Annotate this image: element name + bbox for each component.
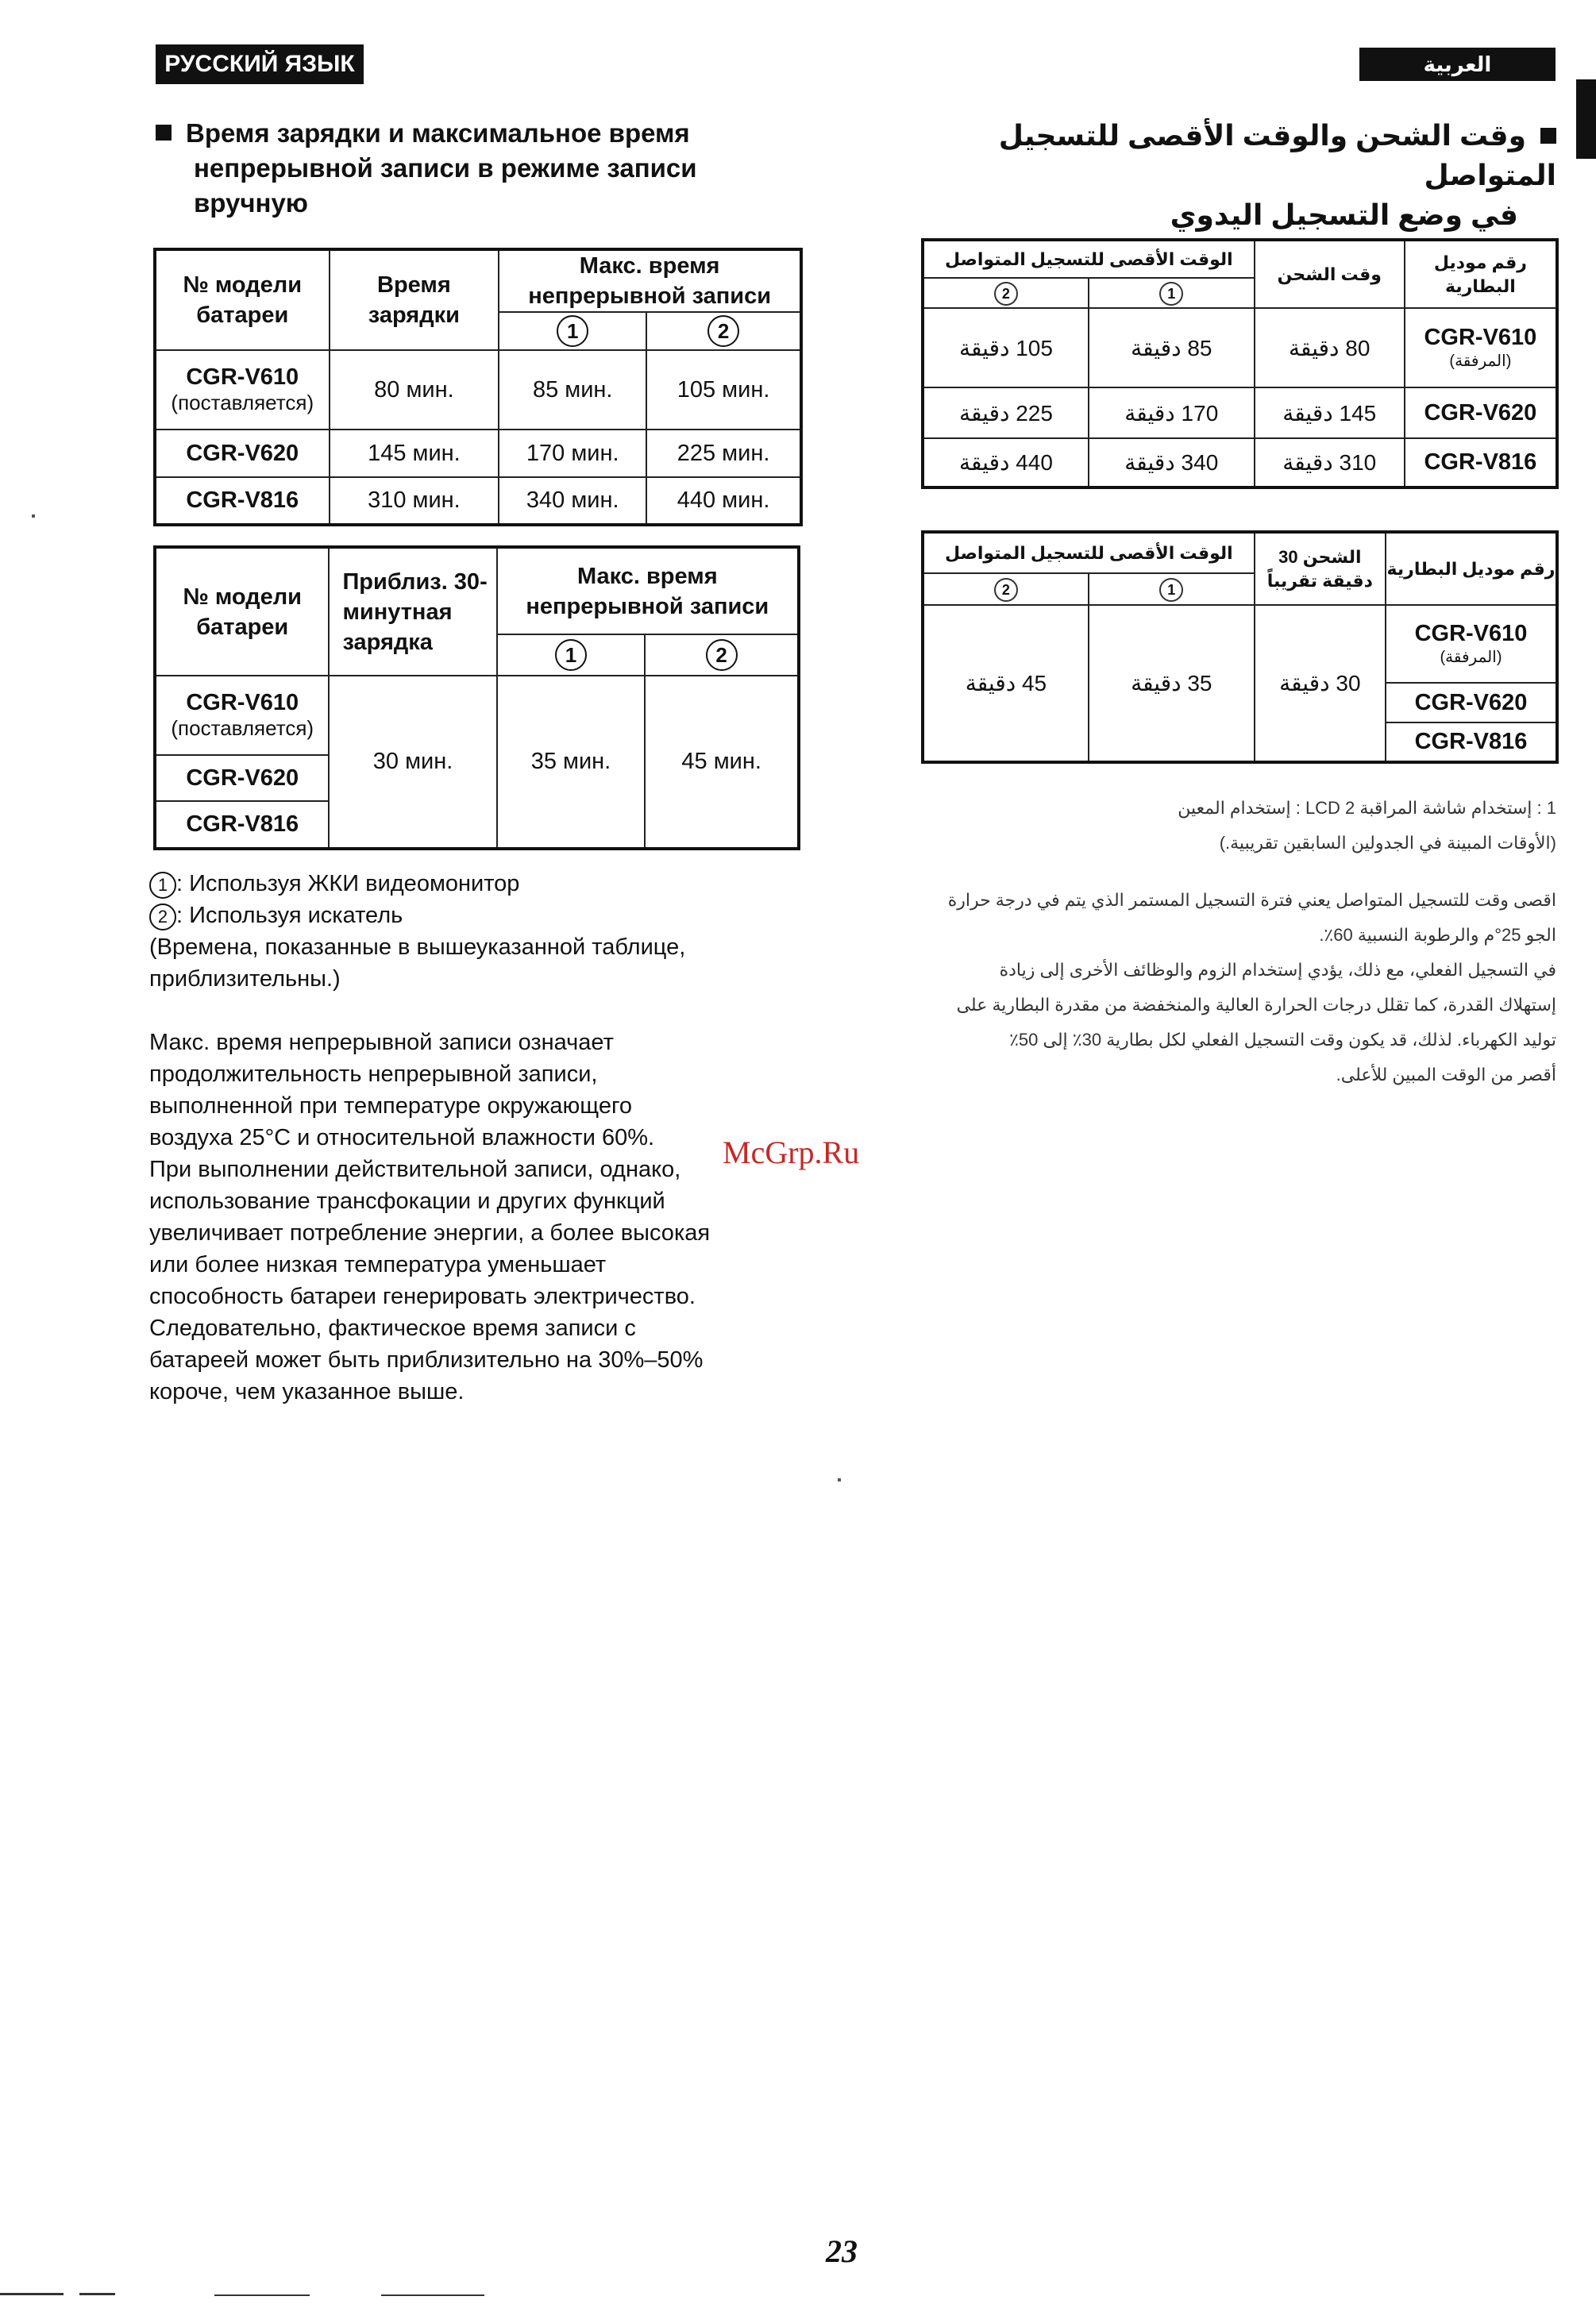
ru-t2-header-max: Макс. время непрерывной записи xyxy=(497,547,799,634)
ru-table-notes: 1 : Используя ЖКИ видеомонитор 2 : Используя искатель (Времена, показанные в вышеуказанной таблице, приблизительны.) xyxy=(149,871,686,992)
table-row: CGR-V620 xyxy=(155,755,799,801)
scan-artifact-line xyxy=(0,2293,64,2295)
ru-section-heading: Время зарядки и максимальное время непрерывной записи в режиме записи вручную xyxy=(156,116,838,221)
scan-artifact-dot xyxy=(838,1478,841,1481)
side-tab-marker xyxy=(1576,79,1596,159)
scan-artifact-line xyxy=(214,2294,310,2296)
ar-30min-table xyxy=(921,530,1559,764)
circled-two-icon: 2 xyxy=(707,315,739,347)
ar-table-notes: 1 : إستخدام شاشة المراقبة LCD 2 : إستخدام المعين (الأوقات المبينة في الجدولين السابقين تقريبية.) xyxy=(1178,798,1556,853)
table-row: 45 دقيقة 35 دقيقة 30 دقيقة CGR-V610 (المرفقة) xyxy=(923,605,1557,683)
ru-t1-header-time: Время зарядки xyxy=(330,249,499,350)
page-number: 23 xyxy=(826,2233,858,2269)
table-row: 225 دقيقة 170 دقيقة 145 دقيقة CGR-V620 xyxy=(923,387,1557,438)
ru-t1-header-viewfinder xyxy=(646,312,801,350)
circled-one-icon: 1 xyxy=(555,639,587,671)
table-row: CGR-V816 xyxy=(155,801,799,849)
ru-t2-header-time: Приблиз. 30-минутная зарядка xyxy=(329,547,496,676)
ar-charging-table xyxy=(921,238,1559,489)
ru-t1-header-lcd xyxy=(499,312,646,350)
table-row: 440 دقيقة 340 دقيقة 310 دقيقة CGR-V816 xyxy=(923,438,1557,487)
circled-two-icon: 2 xyxy=(706,639,738,671)
ar-section-heading: وقت الشحن والوقت الأقصى للتسجيل المتواصل في وضع التسجيل اليدوي xyxy=(998,119,1556,231)
ar-t2-header-time: الشحن 30 دقيقة تقريباً xyxy=(1255,532,1386,605)
circled-one-icon: 1 xyxy=(1159,578,1183,602)
ru-t1-header-model: № модели батареи xyxy=(155,249,330,350)
circled-two-icon: 2 xyxy=(149,903,176,930)
circled-two-icon: 2 xyxy=(994,282,1018,306)
ar-t1-header-time: وقت الشحن xyxy=(1255,240,1405,308)
scan-artifact-line xyxy=(79,2293,115,2295)
ru-t1-header-max: Макс. время непрерывной записи xyxy=(499,249,801,312)
bullet-square-icon xyxy=(1540,128,1556,144)
table-row: CGR-V816 310 мин. 340 мин. 440 мин. xyxy=(155,477,801,525)
arabic-language-tag: العربية xyxy=(1359,48,1556,81)
table-row: 105 دقيقة 85 دقيقة 80 دقيقة CGR-V610 (المرفقة) xyxy=(923,308,1557,387)
circled-one-icon: 1 xyxy=(149,872,176,899)
ru-t2-header-model: № модели батареи xyxy=(155,547,329,676)
ru-30min-table xyxy=(153,545,800,850)
scan-artifact-line xyxy=(381,2294,484,2296)
bullet-square-icon xyxy=(156,125,172,141)
ar-t2-header-max: الوقت الأقصى للتسجيل المتواصل xyxy=(923,532,1255,573)
table-row: CGR-V620 xyxy=(923,683,1557,722)
circled-two-icon: 2 xyxy=(994,578,1018,602)
circled-one-icon: 1 xyxy=(557,315,588,347)
circled-one-icon: 1 xyxy=(1159,282,1183,306)
ar-paragraph: اقصى وقت للتسجيل المتواصل يعني فترة التسجيل المستمر الذي يتم في درجة حرارة الجو 25°م والرطوبة النسبية 60٪. في التسجيل الفعلي، مع ذلك، يؤدي إستخدام الزوم والوظائف الأخرى إلى زيادة إستهلاك القدرة، كما تقلل درجات الحرارة العالية والمنخفضة من مقدرة البطارية على توليد الكهرباء. لذلك، قد يكون وقت التسجيل الفعلي لكل بطارية 30٪ إلى 50٪ أقصر من الوقت المبين للأعلى. xyxy=(947,890,1556,1085)
table-row: CGR-V620 145 мин. 170 мин. 225 мин. xyxy=(155,430,801,477)
russian-language-tag: РУССКИЙ ЯЗЫК xyxy=(156,44,364,84)
ar-t1-header-model: رقم موديل البطارية xyxy=(1405,240,1557,308)
ar-t1-header-max: الوقت الأقصى للتسجيل المتواصل xyxy=(923,240,1255,278)
ru-paragraph: Макс. время непрерывной записи означает продолжительность непрерывной записи, выполненной при температуре окружающего воздуха 25°С и относительной влажности 60%. При выполнении действительной записи, однако, использование трансфокации и других функций увеличивает потребление энергии, а более высокая или более низкая температура уменьшает способность батареи генерировать электричество. Следовательно, фактическое время записи с батареей может быть приблизительно на 30%–50% короче, чем указанное выше. xyxy=(149,1030,711,1404)
scan-artifact-dot xyxy=(32,514,35,518)
table-row: CGR-V610 (поставляется) 80 мин. 85 мин. 105 мин. xyxy=(155,350,801,430)
ar-t2-header-model: رقم موديل البطارية xyxy=(1386,532,1557,605)
watermark-text: McGrp.Ru xyxy=(723,1135,860,1170)
table-row: CGR-V610 (поставляется) 30 мин. 35 мин. 45 мин. xyxy=(155,676,799,755)
table-row: CGR-V816 xyxy=(923,722,1557,762)
ru-charging-table xyxy=(153,248,803,526)
